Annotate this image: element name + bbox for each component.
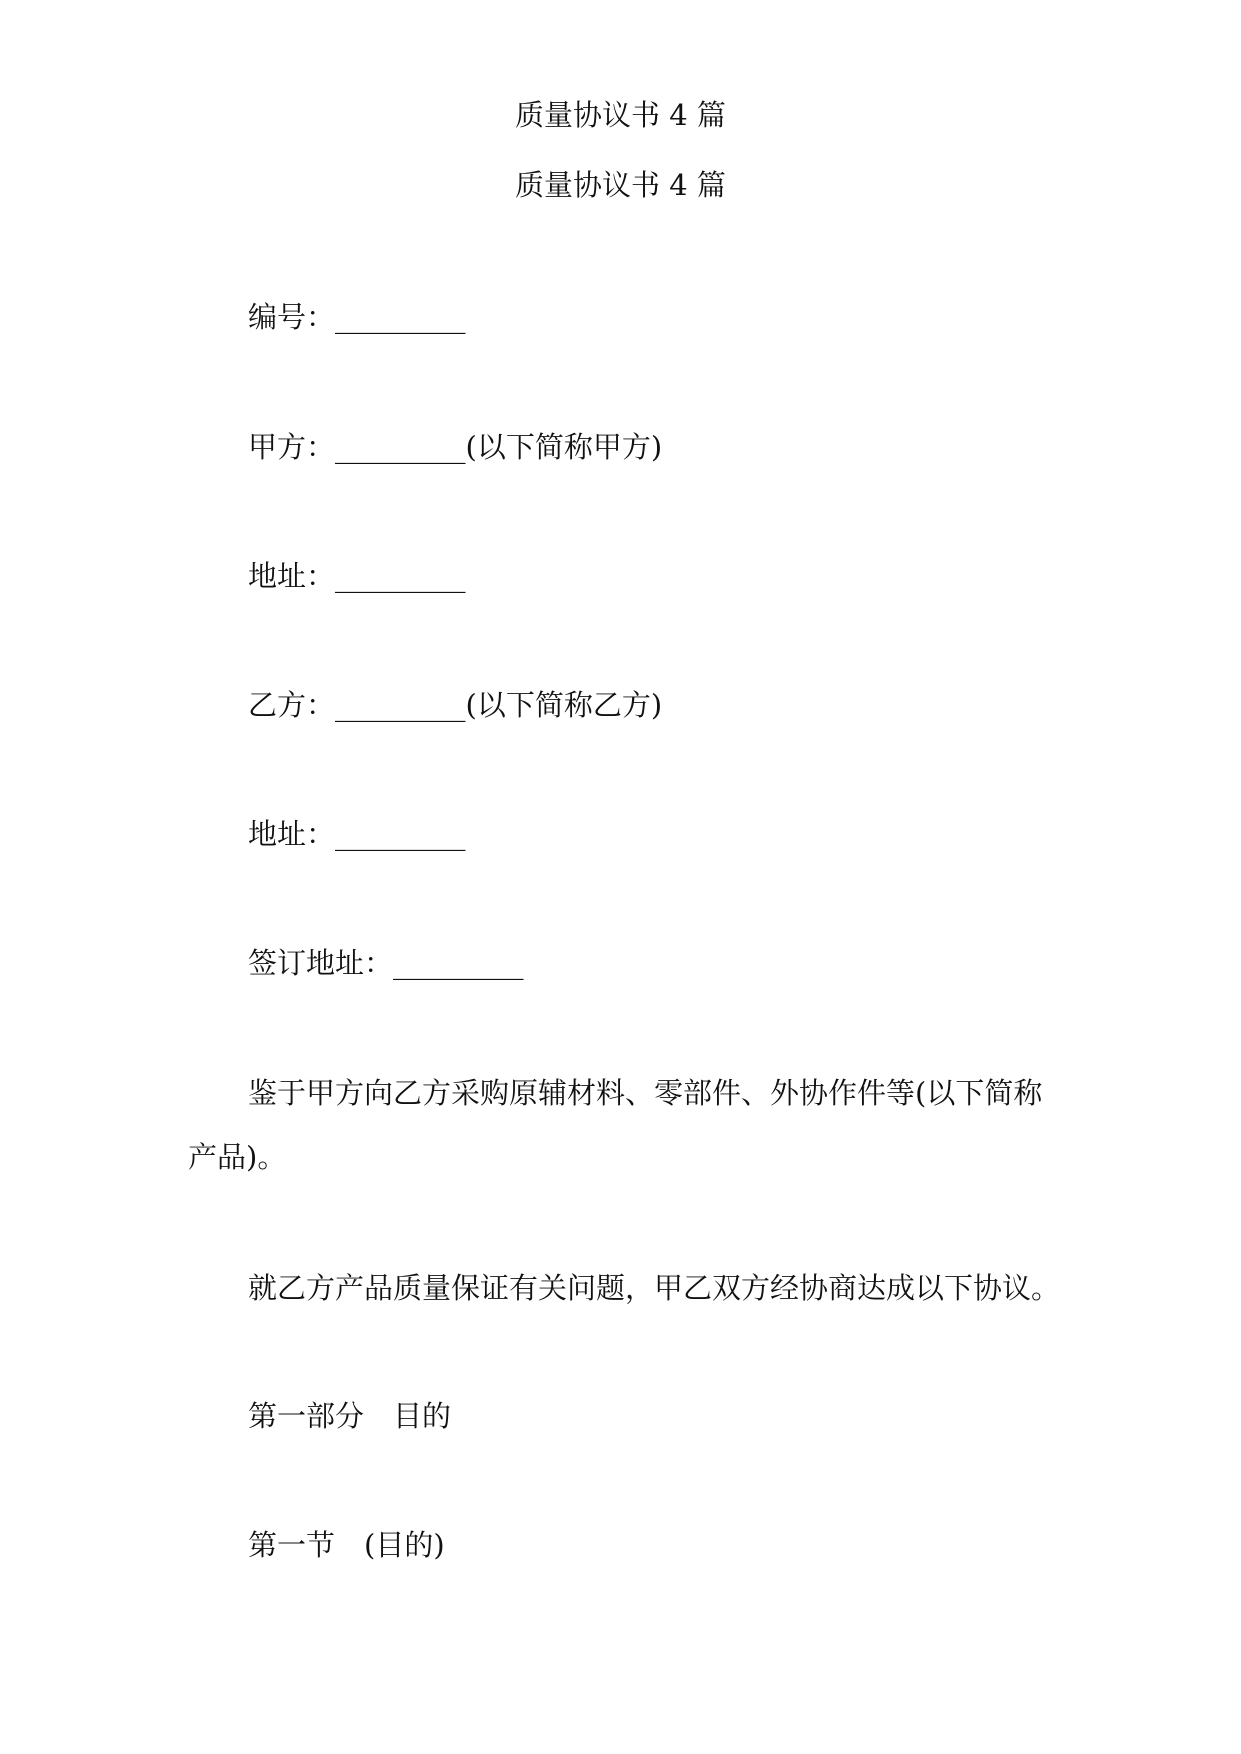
recital-paragraph-line-2: 产品)。 [188, 1140, 287, 1174]
party-a-line: 甲方：_________(以下简称甲方) [248, 430, 663, 464]
document-title: 质量协议书 4 篇 [515, 98, 726, 132]
party-b-line: 乙方：_________(以下简称乙方) [248, 688, 663, 722]
document-subtitle: 质量协议书 4 篇 [515, 168, 726, 202]
party-b-address-line: 地址：_________ [248, 817, 466, 851]
agreement-paragraph: 就乙方产品质量保证有关问题，甲乙双方经协商达成以下协议。 [248, 1271, 1061, 1305]
party-a-address-line: 地址：_________ [248, 559, 466, 593]
part-one-heading: 第一部分 目的 [248, 1399, 452, 1433]
number-field-line: 编号：_________ [248, 300, 466, 334]
section-one-heading: 第一节 (目的) [248, 1528, 445, 1562]
recital-paragraph-line-1: 鉴于甲方向乙方采购原辅材料、零部件、外协作件等(以下简称 [248, 1076, 1043, 1110]
signing-address-line: 签订地址：_________ [248, 946, 524, 980]
